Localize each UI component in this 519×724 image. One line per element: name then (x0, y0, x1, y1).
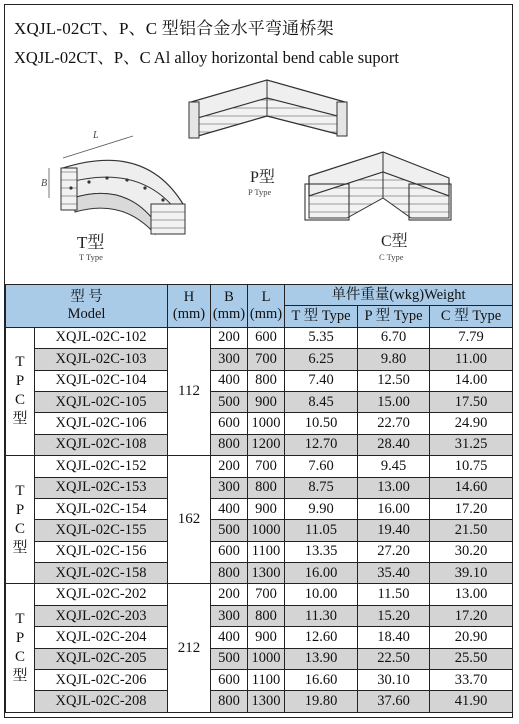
type-cell (6, 456, 35, 584)
cell-l: 1000 (248, 520, 285, 541)
cell-l: 800 (248, 477, 285, 498)
cell-c: 24.90 (430, 413, 513, 434)
dim-l-label: L (93, 130, 99, 141)
t-type-drawing (49, 136, 185, 234)
spec-table-body (6, 327, 513, 712)
cell-c: 20.90 (430, 627, 513, 648)
cell-b: 200 (211, 584, 248, 605)
cell-model: XQJL-02C-106 (35, 413, 168, 434)
cell-p: 22.50 (358, 648, 430, 669)
table-row (6, 563, 513, 584)
cell-p: 15.20 (358, 605, 430, 626)
p-type-label-cn: P型 (250, 169, 275, 186)
cell-p: 28.40 (358, 434, 430, 455)
cell-c: 14.00 (430, 370, 513, 391)
cell-c: 14.60 (430, 477, 513, 498)
cell-p: 35.40 (358, 563, 430, 584)
cell-t: 16.60 (285, 670, 358, 691)
table-row (6, 370, 513, 391)
cell-b: 800 (211, 563, 248, 584)
cell-p: 22.70 (358, 413, 430, 434)
cell-l: 900 (248, 627, 285, 648)
cell-c: 33.70 (430, 670, 513, 691)
cell-c: 17.20 (430, 498, 513, 519)
cell-t: 6.25 (285, 349, 358, 370)
cell-t: 5.35 (285, 327, 358, 348)
cell-model: XQJL-02C-105 (35, 391, 168, 412)
table-row (6, 541, 513, 562)
cell-c: 13.00 (430, 584, 513, 605)
cell-b: 200 (211, 327, 248, 348)
header-weight: 单件重量(wkg)Weight (285, 285, 513, 306)
table-row (6, 477, 513, 498)
type-char: C (14, 520, 25, 537)
cell-b: 400 (211, 370, 248, 391)
table-row (6, 456, 513, 477)
cell-t: 10.50 (285, 413, 358, 434)
cell-t: 9.90 (285, 498, 358, 519)
t-type-label-cn: T型 (77, 233, 105, 252)
dim-b-label: B (41, 178, 48, 189)
cell-l: 900 (248, 391, 285, 412)
cell-c: 7.79 (430, 327, 513, 348)
cell-c: 39.10 (430, 563, 513, 584)
title-english: XQJL-02CT、P、C Al alloy horizontal bend cable suport (14, 48, 399, 67)
cell-l: 1300 (248, 691, 285, 712)
type-char: C (14, 392, 25, 409)
table-row (6, 605, 513, 626)
cell-b: 600 (211, 541, 248, 562)
table-row (6, 498, 513, 519)
cell-p: 18.40 (358, 627, 430, 648)
header-l: L (mm) (248, 285, 285, 328)
type-char: 型 (12, 668, 28, 685)
cell-p: 6.70 (358, 327, 430, 348)
header-h: H (mm) (168, 285, 211, 328)
cell-model: XQJL-02C-208 (35, 691, 168, 712)
cell-l: 1200 (248, 434, 285, 455)
cell-c: 10.75 (430, 456, 513, 477)
cell-t: 11.30 (285, 605, 358, 626)
type-char: P (15, 630, 25, 647)
cell-b: 300 (211, 605, 248, 626)
cell-l: 800 (248, 605, 285, 626)
cell-t: 12.60 (285, 627, 358, 648)
header-b: B (mm) (211, 285, 248, 328)
header-p-type: P 型 Type (358, 306, 430, 327)
cell-b: 400 (211, 627, 248, 648)
cell-t: 12.70 (285, 434, 358, 455)
cell-c: 41.90 (430, 691, 513, 712)
type-char: C (14, 649, 25, 666)
c-type-label-en: C Type (379, 252, 404, 262)
table-row (6, 648, 513, 669)
cell-c: 21.50 (430, 520, 513, 541)
title-chinese: XQJL-02CT、P、C 型铝合金水平弯通桥架 (14, 19, 334, 38)
table-row (6, 691, 513, 712)
cell-l: 800 (248, 370, 285, 391)
cell-l: 1000 (248, 648, 285, 669)
cell-l: 700 (248, 349, 285, 370)
cell-t: 13.90 (285, 648, 358, 669)
cell-l: 900 (248, 498, 285, 519)
cell-model: XQJL-02C-156 (35, 541, 168, 562)
type-char: T (15, 482, 25, 499)
type-cell (6, 327, 35, 455)
c-type-drawing (305, 152, 451, 220)
cell-l: 700 (248, 584, 285, 605)
cell-t: 13.35 (285, 541, 358, 562)
cell-model: XQJL-02C-153 (35, 477, 168, 498)
t-type-label-en: T Type (79, 252, 103, 262)
p-type-drawing (189, 80, 347, 138)
cell-p: 37.60 (358, 691, 430, 712)
cell-b: 600 (211, 670, 248, 691)
cell-p: 19.40 (358, 520, 430, 541)
table-row (6, 627, 513, 648)
product-drawings (5, 72, 512, 284)
p-type-label-en: P Type (248, 187, 272, 197)
cell-model: XQJL-02C-108 (35, 434, 168, 455)
table-row (6, 520, 513, 541)
cell-c: 31.25 (430, 434, 513, 455)
type-char: 型 (12, 539, 28, 556)
cell-l: 1100 (248, 541, 285, 562)
product-illustration (5, 72, 512, 284)
cell-b: 500 (211, 391, 248, 412)
cell-l: 1100 (248, 670, 285, 691)
cell-b: 200 (211, 456, 248, 477)
cell-c: 17.50 (430, 391, 513, 412)
cell-model: XQJL-02C-154 (35, 498, 168, 519)
cell-model: XQJL-02C-202 (35, 584, 168, 605)
table-row (6, 434, 513, 455)
cell-p: 9.45 (358, 456, 430, 477)
type-char: T (15, 354, 25, 371)
cell-model: XQJL-02C-203 (35, 605, 168, 626)
cell-h: 212 (168, 584, 211, 712)
cell-c: 17.20 (430, 605, 513, 626)
cell-p: 12.50 (358, 370, 430, 391)
table-row (6, 670, 513, 691)
cell-c: 25.50 (430, 648, 513, 669)
cell-p: 13.00 (358, 477, 430, 498)
cell-t: 7.60 (285, 456, 358, 477)
cell-t: 19.80 (285, 691, 358, 712)
cell-b: 600 (211, 413, 248, 434)
cell-p: 9.80 (358, 349, 430, 370)
cell-t: 7.40 (285, 370, 358, 391)
cell-b: 500 (211, 520, 248, 541)
table-row (6, 413, 513, 434)
cell-b: 500 (211, 648, 248, 669)
cell-b: 400 (211, 498, 248, 519)
cell-l: 600 (248, 327, 285, 348)
table-row (6, 391, 513, 412)
cell-model: XQJL-02C-155 (35, 520, 168, 541)
table-row (6, 327, 513, 348)
header-t-type: T 型 Type (285, 306, 358, 327)
cell-t: 10.00 (285, 584, 358, 605)
cell-model: XQJL-02C-152 (35, 456, 168, 477)
cell-l: 1300 (248, 563, 285, 584)
cell-t: 8.75 (285, 477, 358, 498)
cell-c: 11.00 (430, 349, 513, 370)
cell-model: XQJL-02C-103 (35, 349, 168, 370)
cell-b: 800 (211, 691, 248, 712)
cell-p: 11.50 (358, 584, 430, 605)
type-char: P (15, 501, 25, 518)
cell-model: XQJL-02C-102 (35, 327, 168, 348)
cell-c: 30.20 (430, 541, 513, 562)
cell-model: XQJL-02C-104 (35, 370, 168, 391)
cell-model: XQJL-02C-204 (35, 627, 168, 648)
cell-l: 700 (248, 456, 285, 477)
cell-t: 11.05 (285, 520, 358, 541)
cell-p: 16.00 (358, 498, 430, 519)
type-cell (6, 584, 35, 712)
cell-t: 16.00 (285, 563, 358, 584)
cell-h: 162 (168, 456, 211, 584)
cell-h: 112 (168, 327, 211, 455)
cell-p: 15.00 (358, 391, 430, 412)
cell-p: 30.10 (358, 670, 430, 691)
table-row (6, 349, 513, 370)
cell-model: XQJL-02C-158 (35, 563, 168, 584)
cell-model: XQJL-02C-206 (35, 670, 168, 691)
cell-b: 300 (211, 477, 248, 498)
table-row (6, 584, 513, 605)
cell-b: 300 (211, 349, 248, 370)
type-char: 型 (12, 411, 28, 428)
cell-t: 8.45 (285, 391, 358, 412)
cell-b: 800 (211, 434, 248, 455)
cell-model: XQJL-02C-205 (35, 648, 168, 669)
cell-l: 1000 (248, 413, 285, 434)
cell-p: 27.20 (358, 541, 430, 562)
type-char: P (15, 373, 25, 390)
type-char: T (15, 611, 25, 628)
c-type-label-cn: C型 (381, 233, 408, 250)
header-c-type: C 型 Type (430, 306, 513, 327)
spec-table (5, 284, 513, 713)
header-model: 型 号 Model (6, 285, 168, 328)
